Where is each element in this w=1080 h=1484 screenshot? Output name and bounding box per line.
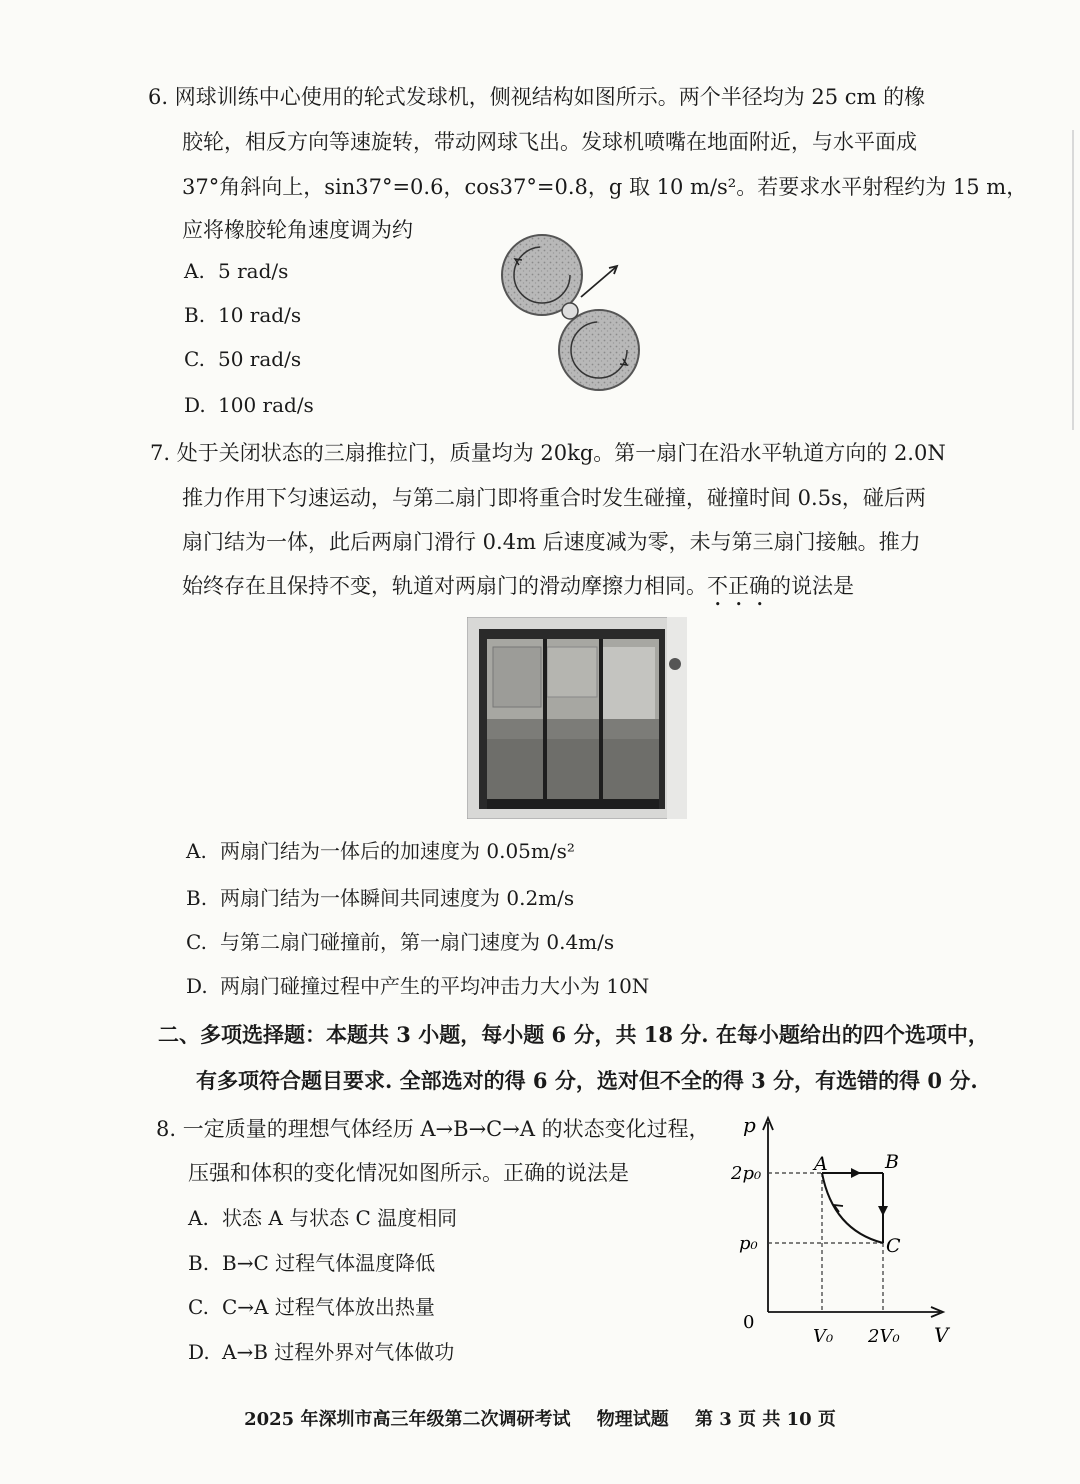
option-letter: A. [188, 1206, 209, 1230]
sliding-door-photo [467, 617, 687, 819]
page-footer [0, 1405, 1080, 1431]
q6-option-d[interactable] [184, 390, 314, 420]
option-letter: C. [186, 930, 207, 954]
q6-option-b[interactable] [184, 300, 301, 330]
q7-option-d[interactable] [186, 971, 649, 1001]
option-text: B→C 过程气体温度降低 [222, 1251, 436, 1275]
point-b-label: B [885, 1151, 899, 1173]
q6-line-3: 37°角斜向上，sin37°=0.6，cos37°=0.8，g 取 10 m/s²。若要求水平射程约为 15 m， [182, 175, 1028, 199]
footer-subject: 物理试题 [596, 1409, 669, 1430]
point-c-label: C [886, 1235, 901, 1257]
option-text: 两扇门碰撞过程中产生的平均冲击力大小为 10N [220, 974, 650, 998]
footer-exam-title: 2025 年深圳市高三年级第二次调研考试 [244, 1409, 571, 1430]
option-text: 两扇门结为一体瞬间共同速度为 0.2m/s [220, 886, 575, 910]
option-text: 100 rad/s [218, 393, 314, 417]
q8-option-c[interactable] [188, 1292, 435, 1322]
q6-line-2: 胶轮，相反方向等速旋转，带动网球飞出。发球机喷嘴在地面附近，与水平面成 [182, 130, 917, 154]
option-text: 5 rad/s [218, 259, 289, 283]
v-axis-label: V [934, 1323, 949, 1347]
option-letter: A. [186, 839, 207, 863]
q6-option-a[interactable] [184, 256, 288, 286]
launch-direction-arrow [581, 267, 616, 297]
option-letter: B. [186, 886, 208, 910]
q7-line-4-prefix: 始终存在且保持不变，轨道对两扇门的滑动摩擦力相同。 [182, 574, 707, 598]
q7-line-4 [182, 571, 854, 611]
option-letter: B. [184, 303, 206, 327]
tick-2p0: 2p₀ [731, 1163, 762, 1184]
section-2-heading: 二、多项选择题：本题共 3 小题，每小题 6 分，共 18 分. 在每小题给出的四个选项中， [158, 1022, 989, 1047]
origin-label: 0 [743, 1312, 755, 1333]
option-text: A→B 过程外界对气体做功 [222, 1340, 455, 1364]
point-a-label: A [814, 1153, 828, 1175]
q7-option-b[interactable] [186, 883, 574, 913]
q7-emphasis-not-correct: 不正确 [707, 574, 770, 598]
q8-option-b[interactable] [188, 1248, 435, 1278]
process-c-to-a [822, 1173, 883, 1243]
q7-line-3: 扇门结为一体，此后两扇门滑行 0.4m 后速度减为零，未与第三扇门接触。推力 [182, 530, 921, 554]
p-axis-label: p [743, 1113, 756, 1137]
q8-line-2: 压强和体积的变化情况如图所示。正确的说法是 [188, 1161, 629, 1185]
q7-line-4-suffix: 的说法是 [770, 574, 854, 598]
q6-line-1: 6. 网球训练中心使用的轮式发球机，侧视结构如图所示。两个半径均为 25 cm 的橡 [148, 85, 926, 109]
tick-v0: V₀ [813, 1326, 834, 1347]
option-text: 50 rad/s [218, 347, 302, 371]
option-text: C→A 过程气体放出热量 [222, 1295, 435, 1319]
q6-line-4: 应将橡胶轮角速度调为约 [182, 218, 413, 242]
option-letter: C. [188, 1295, 209, 1319]
q6-option-c[interactable] [184, 344, 301, 374]
wheel-launcher-diagram [495, 225, 645, 400]
tennis-ball [562, 303, 578, 319]
option-letter: D. [184, 393, 206, 417]
option-text: 状态 A 与状态 C 温度相同 [222, 1206, 458, 1230]
option-letter: C. [184, 347, 205, 371]
page-edge-shadow [1072, 130, 1074, 430]
q7-option-c[interactable] [186, 927, 614, 957]
q7-line-2: 推力作用下匀速运动，与第二扇门即将重合时发生碰撞，碰撞时间 0.5s，碰后两 [182, 486, 926, 510]
option-text: 两扇门结为一体后的加速度为 0.05m/s² [220, 839, 575, 863]
option-letter: A. [184, 259, 205, 283]
q7-option-a[interactable] [186, 836, 575, 866]
footer-page-number: 第 3 页 共 10 页 [695, 1409, 836, 1430]
option-text: 10 rad/s [218, 303, 302, 327]
tick-2v0: 2V₀ [868, 1326, 900, 1347]
tick-p0: p₀ [739, 1233, 758, 1254]
q8-option-a[interactable] [188, 1203, 457, 1233]
option-letter: B. [188, 1251, 210, 1275]
option-text: 与第二扇门碰撞前，第一扇门速度为 0.4m/s [220, 930, 615, 954]
q8-option-d[interactable] [188, 1337, 454, 1367]
pv-graph [725, 1110, 965, 1355]
q8-line-1: 8. 一定质量的理想气体经历 A→B→C→A 的状态变化过程， [156, 1117, 710, 1141]
option-letter: D. [186, 974, 208, 998]
option-letter: D. [188, 1340, 210, 1364]
section-2-instructions: 有多项符合题目要求. 全部选对的得 6 分，选对但不全的得 3 分，有选错的得 0 分. [196, 1068, 978, 1093]
q7-line-1: 7. 处于关闭状态的三扇推拉门，质量均为 20kg。第一扇门在沿水平轨道方向的 2.0N [150, 441, 946, 465]
